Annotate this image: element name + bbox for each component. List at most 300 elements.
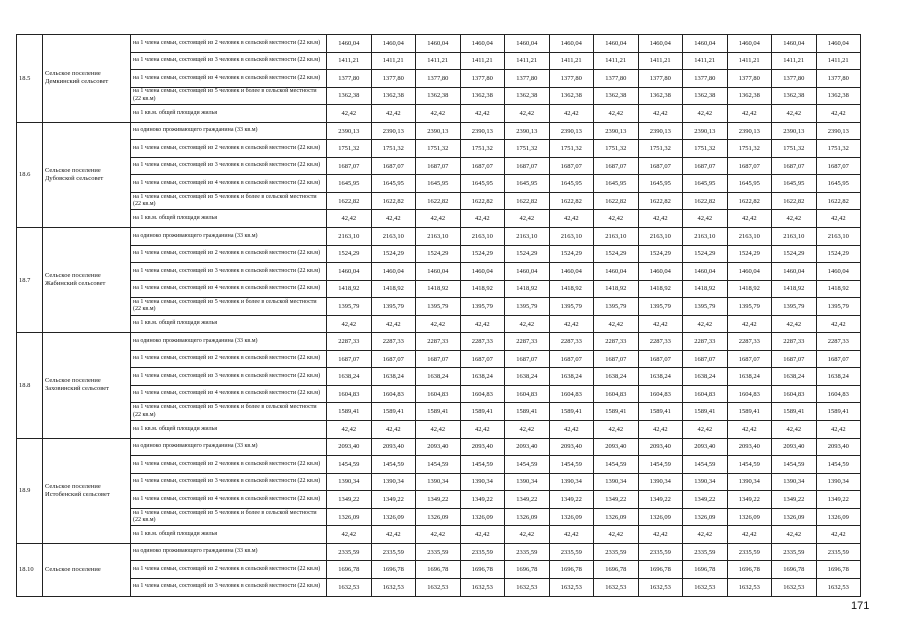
cost-value-cell: 42,42 bbox=[460, 526, 505, 544]
cost-value-cell: 2390,13 bbox=[683, 122, 728, 140]
cost-value-cell: 1460,04 bbox=[371, 263, 416, 281]
cost-value-cell: 2390,13 bbox=[416, 122, 461, 140]
cost-value-cell: 1622,82 bbox=[505, 192, 550, 210]
table-row bbox=[17, 52, 861, 70]
cost-value-cell: 2287,33 bbox=[594, 333, 639, 351]
cost-value-cell: 1751,32 bbox=[416, 140, 461, 158]
table-row bbox=[17, 263, 861, 281]
cost-value-cell: 1645,95 bbox=[816, 175, 861, 193]
cost-value-cell: 1632,53 bbox=[416, 578, 461, 596]
norm-description: на 1 члена семьи, состоящей из 2 человек в сельской местности (22 кв.м) bbox=[131, 140, 327, 158]
cost-value-cell: 2163,10 bbox=[416, 228, 461, 246]
cost-value-cell: 1395,79 bbox=[416, 298, 461, 316]
cost-value-cell: 42,42 bbox=[371, 105, 416, 123]
cost-value-cell: 1696,78 bbox=[683, 561, 728, 579]
table-row bbox=[17, 298, 861, 316]
cost-value-cell: 42,42 bbox=[416, 526, 461, 544]
cost-value-cell: 42,42 bbox=[638, 210, 683, 228]
cost-value-cell: 2093,40 bbox=[772, 438, 817, 456]
norm-description: на 1 члена семьи, состоящей из 4 человек в сельской местности (22 кв.м) bbox=[131, 491, 327, 509]
norm-description: на 1 члена семьи, состоящей из 2 человек в сельской местности (22 кв.м) bbox=[131, 35, 327, 53]
cost-value-cell: 1638,24 bbox=[683, 368, 728, 386]
table-row bbox=[17, 526, 861, 544]
cost-value-cell: 1632,53 bbox=[638, 578, 683, 596]
cost-value-cell: 2163,10 bbox=[683, 228, 728, 246]
cost-value-cell: 2390,13 bbox=[638, 122, 683, 140]
cost-value-cell: 1377,80 bbox=[327, 70, 372, 88]
settlement-name: Сельское поселение Жабинский сельсовет bbox=[43, 228, 131, 333]
cost-value-cell: 42,42 bbox=[727, 210, 772, 228]
cost-value-cell: 1411,21 bbox=[416, 52, 461, 70]
cost-value-cell: 42,42 bbox=[327, 210, 372, 228]
cost-value-cell: 1418,92 bbox=[816, 280, 861, 298]
cost-value-cell: 1390,34 bbox=[772, 473, 817, 491]
table-body bbox=[17, 35, 861, 597]
cost-value-cell: 2093,40 bbox=[683, 438, 728, 456]
cost-value-cell: 2335,59 bbox=[727, 543, 772, 561]
cost-value-cell: 42,42 bbox=[683, 315, 728, 333]
cost-value-cell: 2163,10 bbox=[505, 228, 550, 246]
cost-value-cell: 1349,22 bbox=[594, 491, 639, 509]
cost-value-cell: 1645,95 bbox=[638, 175, 683, 193]
section-number: 18.10 bbox=[17, 543, 43, 596]
norm-description: на 1 кв.м. общей площади жилья bbox=[131, 105, 327, 123]
cost-value-cell: 1460,04 bbox=[816, 263, 861, 281]
cost-value-cell: 1454,59 bbox=[594, 456, 639, 474]
cost-value-cell: 1460,04 bbox=[505, 35, 550, 53]
cost-value-cell: 1645,95 bbox=[727, 175, 772, 193]
norm-description: на 1 члена семьи, состоящей из 5 человек и более в сельской местности (22 кв.м) bbox=[131, 87, 327, 105]
cost-value-cell: 1362,38 bbox=[594, 87, 639, 105]
cost-value-cell: 1326,09 bbox=[638, 508, 683, 526]
cost-value-cell: 1524,29 bbox=[683, 245, 728, 263]
cost-value-cell: 42,42 bbox=[816, 210, 861, 228]
housing-norms-table bbox=[16, 34, 861, 597]
cost-value-cell: 1349,22 bbox=[460, 491, 505, 509]
cost-value-cell: 1604,83 bbox=[594, 385, 639, 403]
cost-value-cell: 1362,38 bbox=[460, 87, 505, 105]
norm-description: на 1 члена семьи, состоящей из 3 человек в сельской местности (22 кв.м) bbox=[131, 263, 327, 281]
cost-value-cell: 1390,34 bbox=[683, 473, 728, 491]
cost-value-cell: 1604,83 bbox=[638, 385, 683, 403]
cost-value-cell: 1622,82 bbox=[816, 192, 861, 210]
cost-value-cell: 1460,04 bbox=[416, 35, 461, 53]
cost-value-cell: 1454,59 bbox=[683, 456, 728, 474]
norm-description: на 1 члена семьи, состоящей из 3 человек в сельской местности (22 кв.м) bbox=[131, 157, 327, 175]
cost-value-cell: 42,42 bbox=[416, 105, 461, 123]
cost-value-cell: 1460,04 bbox=[727, 35, 772, 53]
cost-value-cell: 1696,78 bbox=[727, 561, 772, 579]
cost-value-cell: 1638,24 bbox=[505, 368, 550, 386]
cost-value-cell: 1377,80 bbox=[683, 70, 728, 88]
cost-value-cell: 2163,10 bbox=[549, 228, 594, 246]
cost-value-cell: 1687,07 bbox=[772, 157, 817, 175]
cost-value-cell: 1622,82 bbox=[594, 192, 639, 210]
cost-value-cell: 1622,82 bbox=[416, 192, 461, 210]
cost-value-cell: 1645,95 bbox=[683, 175, 728, 193]
cost-value-cell: 1460,04 bbox=[638, 35, 683, 53]
cost-value-cell: 1687,07 bbox=[371, 350, 416, 368]
cost-value-cell: 1524,29 bbox=[460, 245, 505, 263]
cost-value-cell: 1632,53 bbox=[683, 578, 728, 596]
cost-value-cell: 2390,13 bbox=[549, 122, 594, 140]
cost-value-cell: 1454,59 bbox=[371, 456, 416, 474]
cost-value-cell: 1751,32 bbox=[594, 140, 639, 158]
cost-value-cell: 1645,95 bbox=[371, 175, 416, 193]
cost-value-cell: 1524,29 bbox=[371, 245, 416, 263]
settlement-name: Сельское поселение Истобенский сельсовет bbox=[43, 438, 131, 543]
cost-value-cell: 1454,59 bbox=[505, 456, 550, 474]
cost-value-cell: 1326,09 bbox=[772, 508, 817, 526]
cost-value-cell: 1377,80 bbox=[416, 70, 461, 88]
cost-value-cell: 2287,33 bbox=[460, 333, 505, 351]
cost-value-cell: 1645,95 bbox=[594, 175, 639, 193]
table-row bbox=[17, 368, 861, 386]
cost-value-cell: 2163,10 bbox=[727, 228, 772, 246]
cost-value-cell: 2287,33 bbox=[505, 333, 550, 351]
cost-value-cell: 1349,22 bbox=[549, 491, 594, 509]
cost-value-cell: 42,42 bbox=[549, 315, 594, 333]
cost-value-cell: 1411,21 bbox=[505, 52, 550, 70]
cost-value-cell: 1418,92 bbox=[460, 280, 505, 298]
norm-description: на 1 кв.м. общей площади жилья bbox=[131, 421, 327, 439]
cost-value-cell: 2093,40 bbox=[460, 438, 505, 456]
cost-value-cell: 42,42 bbox=[460, 105, 505, 123]
cost-value-cell: 1638,24 bbox=[460, 368, 505, 386]
cost-value-cell: 1638,24 bbox=[327, 368, 372, 386]
document-sheet bbox=[16, 34, 861, 597]
section-number: 18.5 bbox=[17, 35, 43, 123]
cost-value-cell: 42,42 bbox=[371, 210, 416, 228]
cost-value-cell: 2390,13 bbox=[772, 122, 817, 140]
cost-value-cell: 42,42 bbox=[327, 315, 372, 333]
cost-value-cell: 1326,09 bbox=[594, 508, 639, 526]
cost-value-cell: 1751,32 bbox=[816, 140, 861, 158]
cost-value-cell: 1696,78 bbox=[638, 561, 683, 579]
cost-value-cell: 1589,41 bbox=[772, 403, 817, 421]
cost-value-cell: 1377,80 bbox=[772, 70, 817, 88]
cost-value-cell: 1460,04 bbox=[549, 263, 594, 281]
cost-value-cell: 1395,79 bbox=[505, 298, 550, 316]
cost-value-cell: 1411,21 bbox=[549, 52, 594, 70]
cost-value-cell: 1622,82 bbox=[460, 192, 505, 210]
cost-value-cell: 1411,21 bbox=[594, 52, 639, 70]
page-number: 171 bbox=[851, 600, 870, 612]
cost-value-cell: 2335,59 bbox=[816, 543, 861, 561]
cost-value-cell: 1638,24 bbox=[416, 368, 461, 386]
cost-value-cell: 1411,21 bbox=[772, 52, 817, 70]
cost-value-cell: 1696,78 bbox=[772, 561, 817, 579]
cost-value-cell: 1589,41 bbox=[594, 403, 639, 421]
norm-description: на 1 члена семьи, состоящей из 2 человек в сельской местности (22 кв.м) bbox=[131, 456, 327, 474]
cost-value-cell: 1604,83 bbox=[549, 385, 594, 403]
table-row bbox=[17, 315, 861, 333]
cost-value-cell: 1460,04 bbox=[460, 35, 505, 53]
cost-value-cell: 1362,38 bbox=[549, 87, 594, 105]
norm-description: на 1 кв.м. общей площади жилья bbox=[131, 210, 327, 228]
cost-value-cell: 42,42 bbox=[327, 526, 372, 544]
section-number: 18.6 bbox=[17, 122, 43, 227]
cost-value-cell: 1622,82 bbox=[327, 192, 372, 210]
cost-value-cell: 1604,83 bbox=[727, 385, 772, 403]
table-row bbox=[17, 192, 861, 210]
cost-value-cell: 1687,07 bbox=[327, 350, 372, 368]
norm-description: на одиноко проживающего гражданина (33 кв.м) bbox=[131, 543, 327, 561]
cost-value-cell: 1638,24 bbox=[727, 368, 772, 386]
settlement-name: Сельское поселение Демкинский сельсовет bbox=[43, 35, 131, 123]
cost-value-cell: 1589,41 bbox=[549, 403, 594, 421]
cost-value-cell: 1696,78 bbox=[327, 561, 372, 579]
cost-value-cell: 1362,38 bbox=[416, 87, 461, 105]
table-row bbox=[17, 175, 861, 193]
table-row bbox=[17, 122, 861, 140]
cost-value-cell: 42,42 bbox=[371, 526, 416, 544]
cost-value-cell: 1411,21 bbox=[727, 52, 772, 70]
cost-value-cell: 1418,92 bbox=[638, 280, 683, 298]
cost-value-cell: 1362,38 bbox=[638, 87, 683, 105]
norm-description: на одиноко проживающего гражданина (33 кв.м) bbox=[131, 122, 327, 140]
cost-value-cell: 42,42 bbox=[594, 315, 639, 333]
cost-value-cell: 1460,04 bbox=[371, 35, 416, 53]
norm-description: на 1 члена семьи, состоящей из 5 человек и более в сельской местности (22 кв.м) bbox=[131, 192, 327, 210]
table-row bbox=[17, 105, 861, 123]
cost-value-cell: 1454,59 bbox=[327, 456, 372, 474]
table-row bbox=[17, 87, 861, 105]
cost-value-cell: 1418,92 bbox=[505, 280, 550, 298]
cost-value-cell: 42,42 bbox=[416, 421, 461, 439]
cost-value-cell: 42,42 bbox=[638, 421, 683, 439]
cost-value-cell: 1751,32 bbox=[727, 140, 772, 158]
cost-value-cell: 1460,04 bbox=[683, 35, 728, 53]
cost-value-cell: 1687,07 bbox=[505, 350, 550, 368]
section-number: 18.7 bbox=[17, 228, 43, 333]
cost-value-cell: 2335,59 bbox=[549, 543, 594, 561]
cost-value-cell: 1632,53 bbox=[460, 578, 505, 596]
cost-value-cell: 1418,92 bbox=[549, 280, 594, 298]
cost-value-cell: 1632,53 bbox=[772, 578, 817, 596]
table-row bbox=[17, 578, 861, 596]
cost-value-cell: 1589,41 bbox=[638, 403, 683, 421]
cost-value-cell: 1524,29 bbox=[505, 245, 550, 263]
cost-value-cell: 1390,34 bbox=[327, 473, 372, 491]
cost-value-cell: 2390,13 bbox=[594, 122, 639, 140]
cost-value-cell: 1395,79 bbox=[460, 298, 505, 316]
cost-value-cell: 1751,32 bbox=[460, 140, 505, 158]
cost-value-cell: 1460,04 bbox=[549, 35, 594, 53]
cost-value-cell: 2287,33 bbox=[772, 333, 817, 351]
cost-value-cell: 42,42 bbox=[638, 526, 683, 544]
table-row bbox=[17, 35, 861, 53]
cost-value-cell: 2163,10 bbox=[371, 228, 416, 246]
cost-value-cell: 1687,07 bbox=[460, 157, 505, 175]
cost-value-cell: 1390,34 bbox=[727, 473, 772, 491]
cost-value-cell: 2163,10 bbox=[460, 228, 505, 246]
cost-value-cell: 1687,07 bbox=[727, 350, 772, 368]
cost-value-cell: 1395,79 bbox=[727, 298, 772, 316]
section-number: 18.9 bbox=[17, 438, 43, 543]
cost-value-cell: 42,42 bbox=[460, 421, 505, 439]
table-row bbox=[17, 350, 861, 368]
table-row bbox=[17, 385, 861, 403]
cost-value-cell: 42,42 bbox=[416, 210, 461, 228]
cost-value-cell: 1687,07 bbox=[594, 157, 639, 175]
cost-value-cell: 1632,53 bbox=[594, 578, 639, 596]
cost-value-cell: 1390,34 bbox=[549, 473, 594, 491]
cost-value-cell: 1454,59 bbox=[416, 456, 461, 474]
cost-value-cell: 2093,40 bbox=[327, 438, 372, 456]
norm-description: на 1 члена семьи, состоящей из 5 человек и более в сельской местности (22 кв.м) bbox=[131, 403, 327, 421]
cost-value-cell: 1349,22 bbox=[327, 491, 372, 509]
cost-value-cell: 1589,41 bbox=[683, 403, 728, 421]
cost-value-cell: 1632,53 bbox=[371, 578, 416, 596]
cost-value-cell: 1377,80 bbox=[505, 70, 550, 88]
cost-value-cell: 1349,22 bbox=[638, 491, 683, 509]
cost-value-cell: 1377,80 bbox=[816, 70, 861, 88]
cost-value-cell: 1589,41 bbox=[327, 403, 372, 421]
cost-value-cell: 1390,34 bbox=[505, 473, 550, 491]
cost-value-cell: 42,42 bbox=[460, 315, 505, 333]
cost-value-cell: 1460,04 bbox=[327, 263, 372, 281]
cost-value-cell: 2163,10 bbox=[327, 228, 372, 246]
cost-value-cell: 1589,41 bbox=[727, 403, 772, 421]
cost-value-cell: 1645,95 bbox=[772, 175, 817, 193]
cost-value-cell: 1418,92 bbox=[683, 280, 728, 298]
cost-value-cell: 1418,92 bbox=[371, 280, 416, 298]
norm-description: на 1 члена семьи, состоящей из 2 человек в сельской местности (22 кв.м) bbox=[131, 561, 327, 579]
cost-value-cell: 1687,07 bbox=[460, 350, 505, 368]
cost-value-cell: 2390,13 bbox=[327, 122, 372, 140]
cost-value-cell: 1418,92 bbox=[727, 280, 772, 298]
cost-value-cell: 1395,79 bbox=[371, 298, 416, 316]
cost-value-cell: 1632,53 bbox=[327, 578, 372, 596]
cost-value-cell: 1460,04 bbox=[594, 263, 639, 281]
cost-value-cell: 1687,07 bbox=[816, 350, 861, 368]
cost-value-cell: 2390,13 bbox=[816, 122, 861, 140]
cost-value-cell: 42,42 bbox=[727, 315, 772, 333]
cost-value-cell: 2287,33 bbox=[638, 333, 683, 351]
cost-value-cell: 1460,04 bbox=[505, 263, 550, 281]
cost-value-cell: 1390,34 bbox=[816, 473, 861, 491]
cost-value-cell: 1696,78 bbox=[816, 561, 861, 579]
table-row bbox=[17, 473, 861, 491]
cost-value-cell: 1460,04 bbox=[772, 35, 817, 53]
cost-value-cell: 1395,79 bbox=[683, 298, 728, 316]
cost-value-cell: 1377,80 bbox=[594, 70, 639, 88]
cost-value-cell: 1418,92 bbox=[594, 280, 639, 298]
table-row bbox=[17, 491, 861, 509]
cost-value-cell: 1645,95 bbox=[549, 175, 594, 193]
cost-value-cell: 1589,41 bbox=[816, 403, 861, 421]
cost-value-cell: 1687,07 bbox=[416, 157, 461, 175]
cost-value-cell: 1604,83 bbox=[683, 385, 728, 403]
cost-value-cell: 1460,04 bbox=[416, 263, 461, 281]
cost-value-cell: 1390,34 bbox=[416, 473, 461, 491]
cost-value-cell: 1362,38 bbox=[772, 87, 817, 105]
cost-value-cell: 42,42 bbox=[549, 210, 594, 228]
cost-value-cell: 1687,07 bbox=[371, 157, 416, 175]
cost-value-cell: 1362,38 bbox=[371, 87, 416, 105]
cost-value-cell: 1604,83 bbox=[327, 385, 372, 403]
cost-value-cell: 2390,13 bbox=[727, 122, 772, 140]
cost-value-cell: 1460,04 bbox=[683, 263, 728, 281]
cost-value-cell: 42,42 bbox=[816, 421, 861, 439]
cost-value-cell: 1687,07 bbox=[683, 157, 728, 175]
cost-value-cell: 1687,07 bbox=[772, 350, 817, 368]
cost-value-cell: 2335,59 bbox=[505, 543, 550, 561]
cost-value-cell: 1751,32 bbox=[638, 140, 683, 158]
cost-value-cell: 2163,10 bbox=[816, 228, 861, 246]
cost-value-cell: 1524,29 bbox=[638, 245, 683, 263]
cost-value-cell: 1418,92 bbox=[416, 280, 461, 298]
cost-value-cell: 2335,59 bbox=[371, 543, 416, 561]
cost-value-cell: 1622,82 bbox=[371, 192, 416, 210]
norm-description: на 1 члена семьи, состоящей из 2 человек в сельской местности (22 кв.м) bbox=[131, 245, 327, 263]
norm-description: на 1 члена семьи, состоящей из 3 человек в сельской местности (22 кв.м) bbox=[131, 473, 327, 491]
cost-value-cell: 1326,09 bbox=[727, 508, 772, 526]
cost-value-cell: 2093,40 bbox=[505, 438, 550, 456]
cost-value-cell: 2287,33 bbox=[683, 333, 728, 351]
cost-value-cell: 1687,07 bbox=[416, 350, 461, 368]
cost-value-cell: 1349,22 bbox=[772, 491, 817, 509]
cost-value-cell: 2287,33 bbox=[416, 333, 461, 351]
cost-value-cell: 1604,83 bbox=[371, 385, 416, 403]
cost-value-cell: 42,42 bbox=[594, 105, 639, 123]
cost-value-cell: 2163,10 bbox=[772, 228, 817, 246]
norm-description: на 1 члена семьи, состоящей из 5 человек и более в сельской местности (22 кв.м) bbox=[131, 298, 327, 316]
cost-value-cell: 1454,59 bbox=[816, 456, 861, 474]
cost-value-cell: 1622,82 bbox=[549, 192, 594, 210]
cost-value-cell: 1460,04 bbox=[460, 263, 505, 281]
cost-value-cell: 42,42 bbox=[683, 421, 728, 439]
cost-value-cell: 1687,07 bbox=[638, 350, 683, 368]
norm-description: на 1 члена семьи, состоящей из 5 человек и более в сельской местности (22 кв.м) bbox=[131, 508, 327, 526]
cost-value-cell: 42,42 bbox=[772, 105, 817, 123]
cost-value-cell: 1687,07 bbox=[505, 157, 550, 175]
cost-value-cell: 1524,29 bbox=[327, 245, 372, 263]
cost-value-cell: 1411,21 bbox=[816, 52, 861, 70]
norm-description: на 1 члена семьи, состоящей из 2 человек в сельской местности (22 кв.м) bbox=[131, 350, 327, 368]
cost-value-cell: 2335,59 bbox=[416, 543, 461, 561]
cost-value-cell: 1638,24 bbox=[816, 368, 861, 386]
cost-value-cell: 2335,59 bbox=[683, 543, 728, 561]
cost-value-cell: 1349,22 bbox=[416, 491, 461, 509]
cost-value-cell: 42,42 bbox=[772, 526, 817, 544]
norm-description: на 1 кв.м. общей площади жилья bbox=[131, 526, 327, 544]
cost-value-cell: 1524,29 bbox=[772, 245, 817, 263]
cost-value-cell: 42,42 bbox=[772, 421, 817, 439]
cost-value-cell: 1411,21 bbox=[460, 52, 505, 70]
cost-value-cell: 1524,29 bbox=[549, 245, 594, 263]
cost-value-cell: 42,42 bbox=[683, 526, 728, 544]
table-row bbox=[17, 210, 861, 228]
norm-description: на 1 члена семьи, состоящей из 3 человек в сельской местности (22 кв.м) bbox=[131, 52, 327, 70]
cost-value-cell: 1362,38 bbox=[816, 87, 861, 105]
cost-value-cell: 2093,40 bbox=[594, 438, 639, 456]
cost-value-cell: 42,42 bbox=[772, 210, 817, 228]
cost-value-cell: 1349,22 bbox=[505, 491, 550, 509]
cost-value-cell: 1395,79 bbox=[327, 298, 372, 316]
cost-value-cell: 1645,95 bbox=[505, 175, 550, 193]
cost-value-cell: 1751,32 bbox=[549, 140, 594, 158]
cost-value-cell: 1460,04 bbox=[816, 35, 861, 53]
cost-value-cell: 1696,78 bbox=[505, 561, 550, 579]
cost-value-cell: 1632,53 bbox=[816, 578, 861, 596]
cost-value-cell: 2287,33 bbox=[727, 333, 772, 351]
cost-value-cell: 2093,40 bbox=[549, 438, 594, 456]
table-row bbox=[17, 245, 861, 263]
cost-value-cell: 42,42 bbox=[727, 421, 772, 439]
table-row bbox=[17, 508, 861, 526]
